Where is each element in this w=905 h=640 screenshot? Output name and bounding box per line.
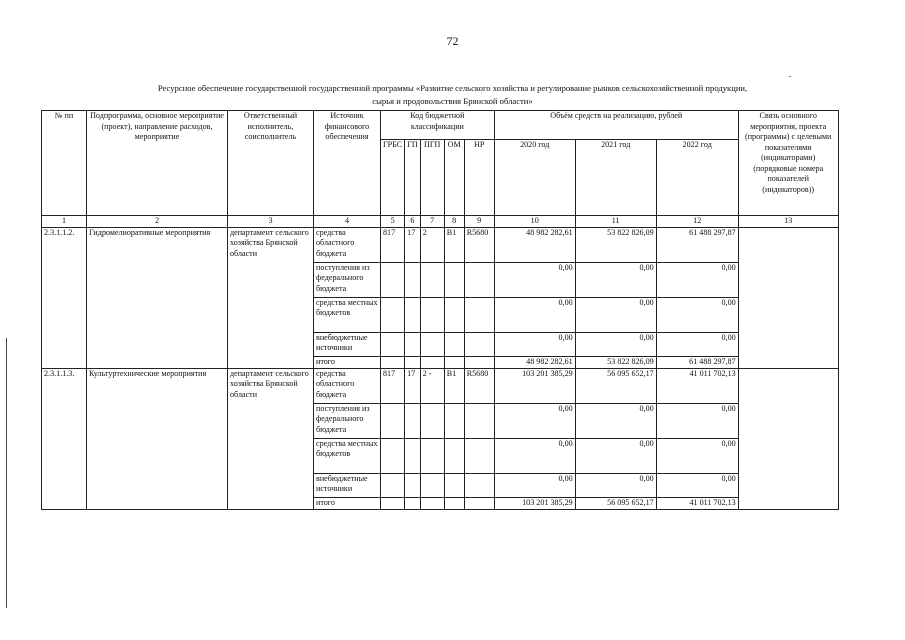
col-num-5: 5 bbox=[381, 216, 405, 228]
code-gp bbox=[405, 332, 421, 356]
code-grbs: 817 bbox=[381, 368, 405, 403]
code-pgp bbox=[420, 297, 444, 332]
measure-number: 2.3.1.1.3. bbox=[42, 368, 87, 509]
header-pgp: ПГП bbox=[420, 140, 444, 216]
col-num-9: 9 bbox=[464, 216, 494, 228]
code-pgp bbox=[420, 262, 444, 297]
code-np bbox=[464, 262, 494, 297]
code-gp bbox=[405, 473, 421, 497]
code-pgp bbox=[420, 438, 444, 473]
header-om: ОМ bbox=[444, 140, 464, 216]
amount-2020: 0,00 bbox=[494, 297, 575, 332]
amount-2022: 41 011 702,13 bbox=[656, 368, 738, 403]
title-line-1: Ресурсное обеспечение государственной государственной программы «Развитие сельского хозяйства и регулирование рынков сельскохозяйственной продукции, bbox=[157, 83, 748, 93]
header-source: Источник финансового обеспечения bbox=[314, 111, 381, 216]
funding-source: средства местных бюджетов bbox=[314, 297, 381, 332]
code-om: В1 bbox=[444, 368, 464, 403]
code-gp bbox=[405, 297, 421, 332]
total-2022: 61 488 297,87 bbox=[656, 356, 738, 368]
header-grbs: ГРБС bbox=[381, 140, 405, 216]
code-gp: 17 bbox=[405, 227, 421, 262]
code-pgp: 2 bbox=[420, 227, 444, 262]
code-gp bbox=[405, 497, 421, 509]
code-om bbox=[444, 438, 464, 473]
scan-edge-line bbox=[6, 338, 7, 608]
code-grbs bbox=[381, 332, 405, 356]
col-num-8: 8 bbox=[444, 216, 464, 228]
col-num-10: 10 bbox=[494, 216, 575, 228]
amount-2021: 53 822 826,09 bbox=[575, 227, 656, 262]
header-2021: 2021 год bbox=[575, 140, 656, 216]
code-np bbox=[464, 332, 494, 356]
col-num-1: 1 bbox=[42, 216, 87, 228]
measure-name: Гидромелиоративные мероприятия bbox=[87, 227, 228, 368]
code-grbs: 817 bbox=[381, 227, 405, 262]
amount-2021: 56 095 652,17 bbox=[575, 368, 656, 403]
resource-table bbox=[41, 110, 839, 510]
code-om bbox=[444, 332, 464, 356]
amount-2020: 0,00 bbox=[494, 262, 575, 297]
code-om bbox=[444, 297, 464, 332]
amount-2021: 0,00 bbox=[575, 473, 656, 497]
col-num-2: 2 bbox=[87, 216, 228, 228]
col-num-3: 3 bbox=[228, 216, 314, 228]
code-gp bbox=[405, 262, 421, 297]
code-om bbox=[444, 473, 464, 497]
measure-name: Культуртехнические мероприятия bbox=[87, 368, 228, 509]
document-title bbox=[60, 82, 845, 108]
code-np bbox=[464, 497, 494, 509]
code-np bbox=[464, 297, 494, 332]
header-link: Связь основного мероприятия, проекта (программы) с целевыми показателями (индикаторами) (порядковые номера показателей (индикаторов)) bbox=[738, 111, 838, 216]
code-np bbox=[464, 473, 494, 497]
page-number: 72 bbox=[446, 34, 459, 48]
code-np bbox=[464, 356, 494, 368]
amount-2022: 0,00 bbox=[656, 403, 738, 438]
header-budget-code: Код бюджетной классификации bbox=[381, 111, 495, 140]
funding-source: внебюджетные источники bbox=[314, 473, 381, 497]
funding-source: поступления из федерального бюджета bbox=[314, 262, 381, 297]
indicator-link bbox=[738, 227, 838, 368]
funding-source: средства областного бюджета bbox=[314, 227, 381, 262]
total-2020: 48 982 282,61 bbox=[494, 356, 575, 368]
code-gp bbox=[405, 438, 421, 473]
header-gp: ГП bbox=[405, 140, 421, 216]
code-pgp bbox=[420, 403, 444, 438]
col-num-13: 13 bbox=[738, 216, 838, 228]
code-grbs bbox=[381, 262, 405, 297]
amount-2022: 0,00 bbox=[656, 473, 738, 497]
responsible-executor: департамент сельского хозяйства Брянской области bbox=[228, 227, 314, 368]
code-gp bbox=[405, 403, 421, 438]
header-subprogram: Подпрограмма, основное мероприятие (проект), направление расходов, мероприятие bbox=[87, 111, 228, 216]
code-grbs bbox=[381, 497, 405, 509]
code-pgp: 2 - bbox=[420, 368, 444, 403]
header-no: № пп bbox=[42, 111, 87, 216]
code-grbs bbox=[381, 473, 405, 497]
amount-2021: 0,00 bbox=[575, 438, 656, 473]
amount-2021: 0,00 bbox=[575, 262, 656, 297]
amount-2020: 103 201 385,29 bbox=[494, 368, 575, 403]
funding-source: поступления из федерального бюджета bbox=[314, 403, 381, 438]
total-2021: 53 822 826,09 bbox=[575, 356, 656, 368]
code-om bbox=[444, 403, 464, 438]
code-np bbox=[464, 438, 494, 473]
header-np: НР bbox=[464, 140, 494, 216]
table-row bbox=[42, 368, 839, 403]
funding-source: внебюджетные источники bbox=[314, 332, 381, 356]
code-om bbox=[444, 262, 464, 297]
code-om bbox=[444, 356, 464, 368]
funding-source: средства местных бюджетов bbox=[314, 438, 381, 473]
amount-2021: 0,00 bbox=[575, 403, 656, 438]
amount-2020: 0,00 bbox=[494, 473, 575, 497]
code-grbs bbox=[381, 297, 405, 332]
header-responsible: Ответственный исполнитель, соисполнитель bbox=[228, 111, 314, 216]
header-2022: 2022 год bbox=[656, 140, 738, 216]
code-pgp bbox=[420, 356, 444, 368]
table-row bbox=[42, 227, 839, 262]
indicator-link bbox=[738, 368, 838, 509]
amount-2022: 61 488 297,87 bbox=[656, 227, 738, 262]
code-grbs bbox=[381, 403, 405, 438]
scan-speck bbox=[789, 76, 791, 77]
amount-2021: 0,00 bbox=[575, 332, 656, 356]
code-np: R5680 bbox=[464, 227, 494, 262]
col-num-12: 12 bbox=[656, 216, 738, 228]
funding-source-total: итого bbox=[314, 497, 381, 509]
amount-2021: 0,00 bbox=[575, 297, 656, 332]
amount-2022: 0,00 bbox=[656, 332, 738, 356]
code-pgp bbox=[420, 332, 444, 356]
header-volume: Объём средств на реализацию, рублей bbox=[494, 111, 738, 140]
measure-number: 2.3.1.1.2. bbox=[42, 227, 87, 368]
code-np: R5680 bbox=[464, 368, 494, 403]
code-om: В1 bbox=[444, 227, 464, 262]
code-np bbox=[464, 403, 494, 438]
funding-source: средства областного бюджета bbox=[314, 368, 381, 403]
amount-2022: 0,00 bbox=[656, 262, 738, 297]
col-num-7: 7 bbox=[420, 216, 444, 228]
code-grbs bbox=[381, 438, 405, 473]
amount-2022: 0,00 bbox=[656, 297, 738, 332]
col-num-11: 11 bbox=[575, 216, 656, 228]
col-num-4: 4 bbox=[314, 216, 381, 228]
code-grbs bbox=[381, 356, 405, 368]
amount-2020: 48 982 282,61 bbox=[494, 227, 575, 262]
code-pgp bbox=[420, 497, 444, 509]
code-gp: 17 bbox=[405, 368, 421, 403]
total-2022: 41 011 702,13 bbox=[656, 497, 738, 509]
responsible-executor: департамент сельского хозяйства Брянской области bbox=[228, 368, 314, 509]
total-2020: 103 201 385,29 bbox=[494, 497, 575, 509]
amount-2020: 0,00 bbox=[494, 438, 575, 473]
col-num-6: 6 bbox=[405, 216, 421, 228]
amount-2020: 0,00 bbox=[494, 403, 575, 438]
funding-source-total: итого bbox=[314, 356, 381, 368]
amount-2020: 0,00 bbox=[494, 332, 575, 356]
header-2020: 2020 год bbox=[494, 140, 575, 216]
title-line-2: сырья и продовольствия Брянской области» bbox=[372, 96, 533, 106]
amount-2022: 0,00 bbox=[656, 438, 738, 473]
code-pgp bbox=[420, 473, 444, 497]
total-2021: 56 095 652,17 bbox=[575, 497, 656, 509]
code-om bbox=[444, 497, 464, 509]
code-gp bbox=[405, 356, 421, 368]
